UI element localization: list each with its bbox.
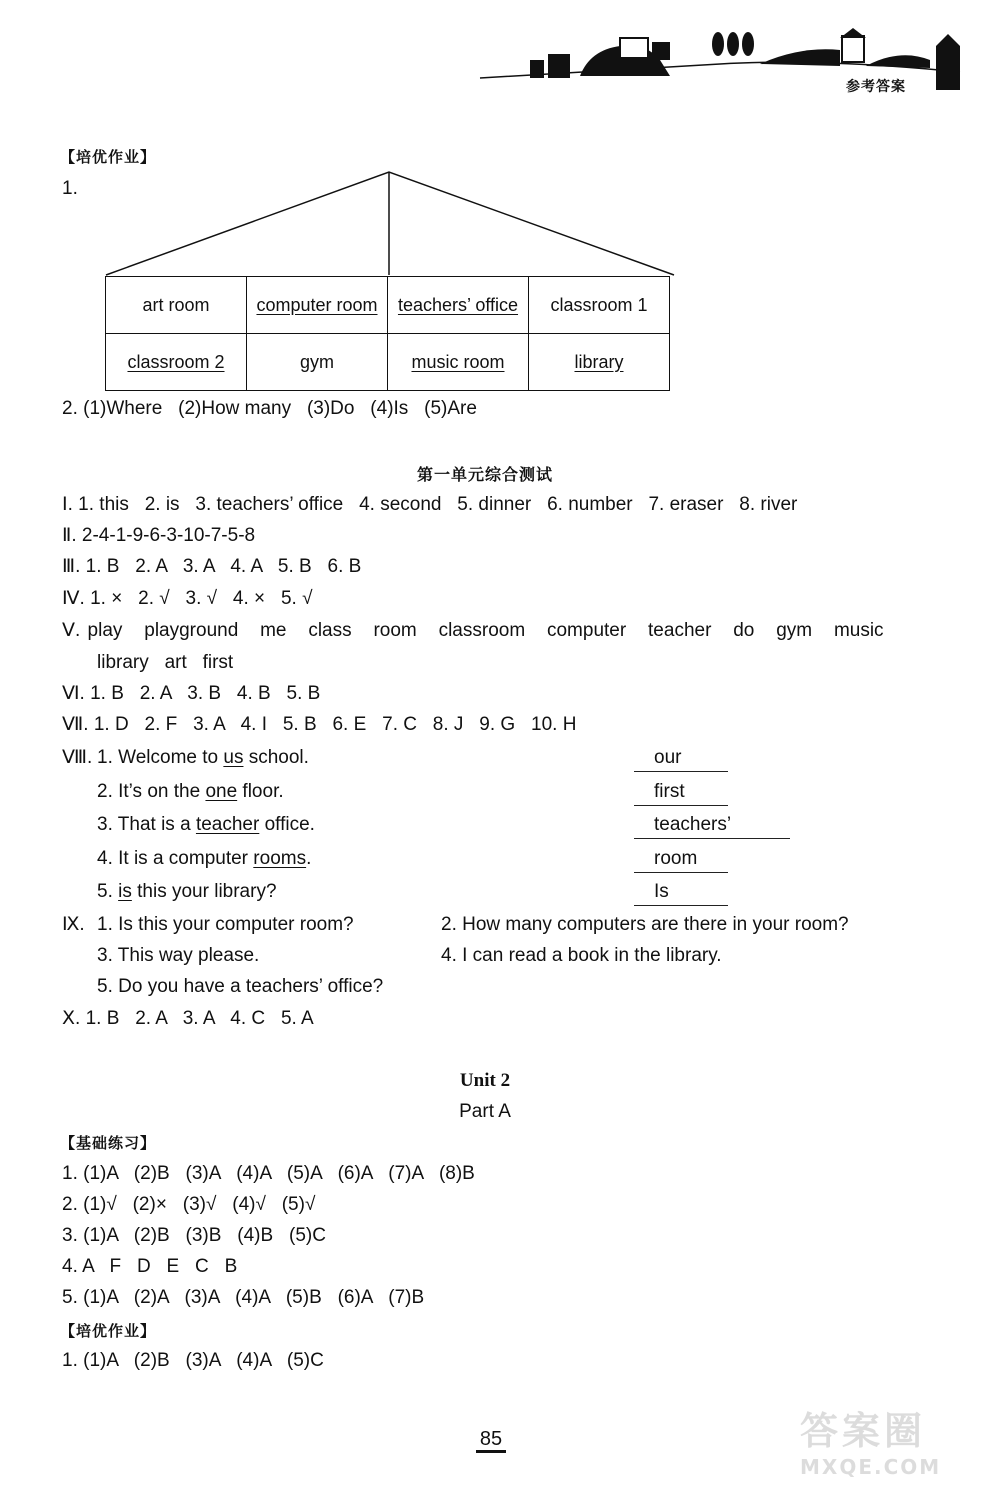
correction-answer: first	[634, 781, 728, 806]
answer-sentence: 1. Is this your computer room?	[97, 914, 354, 935]
part-title: Part A	[459, 1101, 511, 1122]
room-cell: teachers’ office	[388, 277, 529, 334]
section-title: 【培优作业】	[60, 148, 157, 166]
correction-sentence: 5. is this your library?	[97, 881, 277, 902]
correction-answer: Is	[634, 881, 728, 906]
answer-sentence: 2. How many computers are there in your room?	[441, 914, 849, 935]
watermark-logo: 答案圈 MXQE.COM	[800, 1409, 942, 1479]
answer-line: 5. (1)A (2)A (3)A (4)A (5)B (6)A (7)B	[62, 1287, 425, 1308]
answer-line: Ⅹ. 1. B 2. A 3. A 4. C 5. A	[62, 1008, 314, 1029]
correction-sentence: 2. It’s on the one floor.	[97, 780, 284, 802]
answer-line: Ⅰ. 1. this 2. is 3. teachers’ office 4. second 5. dinner 6. number 7. eraser 8. river	[62, 494, 798, 515]
room-cell: computer room	[247, 277, 388, 334]
room-cell: gym	[247, 334, 388, 391]
section-title: 【培优作业】	[60, 1322, 157, 1340]
rooms-table	[105, 276, 670, 391]
answer-line: library art first	[97, 652, 234, 673]
answer-line: 1. (1)A (2)B (3)A (4)A (5)A (6)A (7)A (8)B	[62, 1163, 475, 1184]
section-title: 【基础练习】	[60, 1134, 157, 1152]
answer-sentence: 5. Do you have a teachers’ office?	[97, 976, 384, 997]
room-cell: art room	[106, 277, 247, 334]
answer-line: Ⅱ. 2-4-1-9-6-3-10-7-5-8	[62, 525, 256, 546]
page-number: 85	[466, 1428, 516, 1451]
answer-line: Ⅲ. 1. B 2. A 3. A 4. A 5. B 6. B	[62, 556, 362, 577]
correction-sentence: 4. It is a computer rooms.	[97, 847, 312, 869]
answer-line: Ⅵ. 1. B 2. A 3. B 4. B 5. B	[62, 683, 321, 704]
answer-line: Ⅳ. 1. × 2. √ 3. √ 4. × 5. √	[62, 588, 313, 609]
room-cell: classroom 2	[106, 334, 247, 391]
unit-test-title: 第一单元综合测试	[416, 465, 553, 484]
room-cell: music room	[388, 334, 529, 391]
question-number: 1.	[62, 178, 78, 199]
answer-line: Ⅴ. play playground me class room classroom computer teacher do gym music	[62, 620, 884, 641]
answer-line: Ⅶ. 1. D 2. F 3. A 4. I 5. B 6. E 7. C 8. J 9. G 10. H	[62, 714, 577, 735]
answer-line: 1. (1)A (2)B (3)A (4)A (5)C	[62, 1350, 324, 1371]
answer-line: 2. (1)√ (2)× (3)√ (4)√ (5)√	[62, 1194, 316, 1215]
table-row	[106, 334, 670, 391]
answer-line: 4. A F D E C B	[62, 1256, 238, 1277]
correction-sentence: 1. Welcome to us school.	[97, 747, 309, 768]
unit-title: Unit 2	[459, 1070, 511, 1091]
header-label: 参考答案	[846, 79, 906, 95]
correction-answer: room	[634, 848, 728, 873]
answer-line: 3. (1)A (2)B (3)B (4)B (5)C	[62, 1225, 326, 1246]
section-label: Ⅷ.	[62, 747, 93, 768]
room-cell: classroom 1	[529, 277, 670, 334]
answer-sentence: 3. This way please.	[97, 945, 260, 966]
table-row	[106, 277, 670, 334]
answer-line: 2. (1)Where (2)How many (3)Do (4)Is (5)Are	[62, 398, 477, 419]
answer-sentence: 4. I can read a book in the library.	[441, 945, 722, 966]
section-label: Ⅸ.	[62, 914, 85, 935]
correction-answer: teachers’	[634, 814, 790, 839]
correction-answer: our	[634, 747, 728, 772]
house-roof-diagram	[100, 168, 680, 280]
room-cell: library	[529, 334, 670, 391]
correction-sentence: 3. That is a teacher office.	[97, 814, 315, 835]
